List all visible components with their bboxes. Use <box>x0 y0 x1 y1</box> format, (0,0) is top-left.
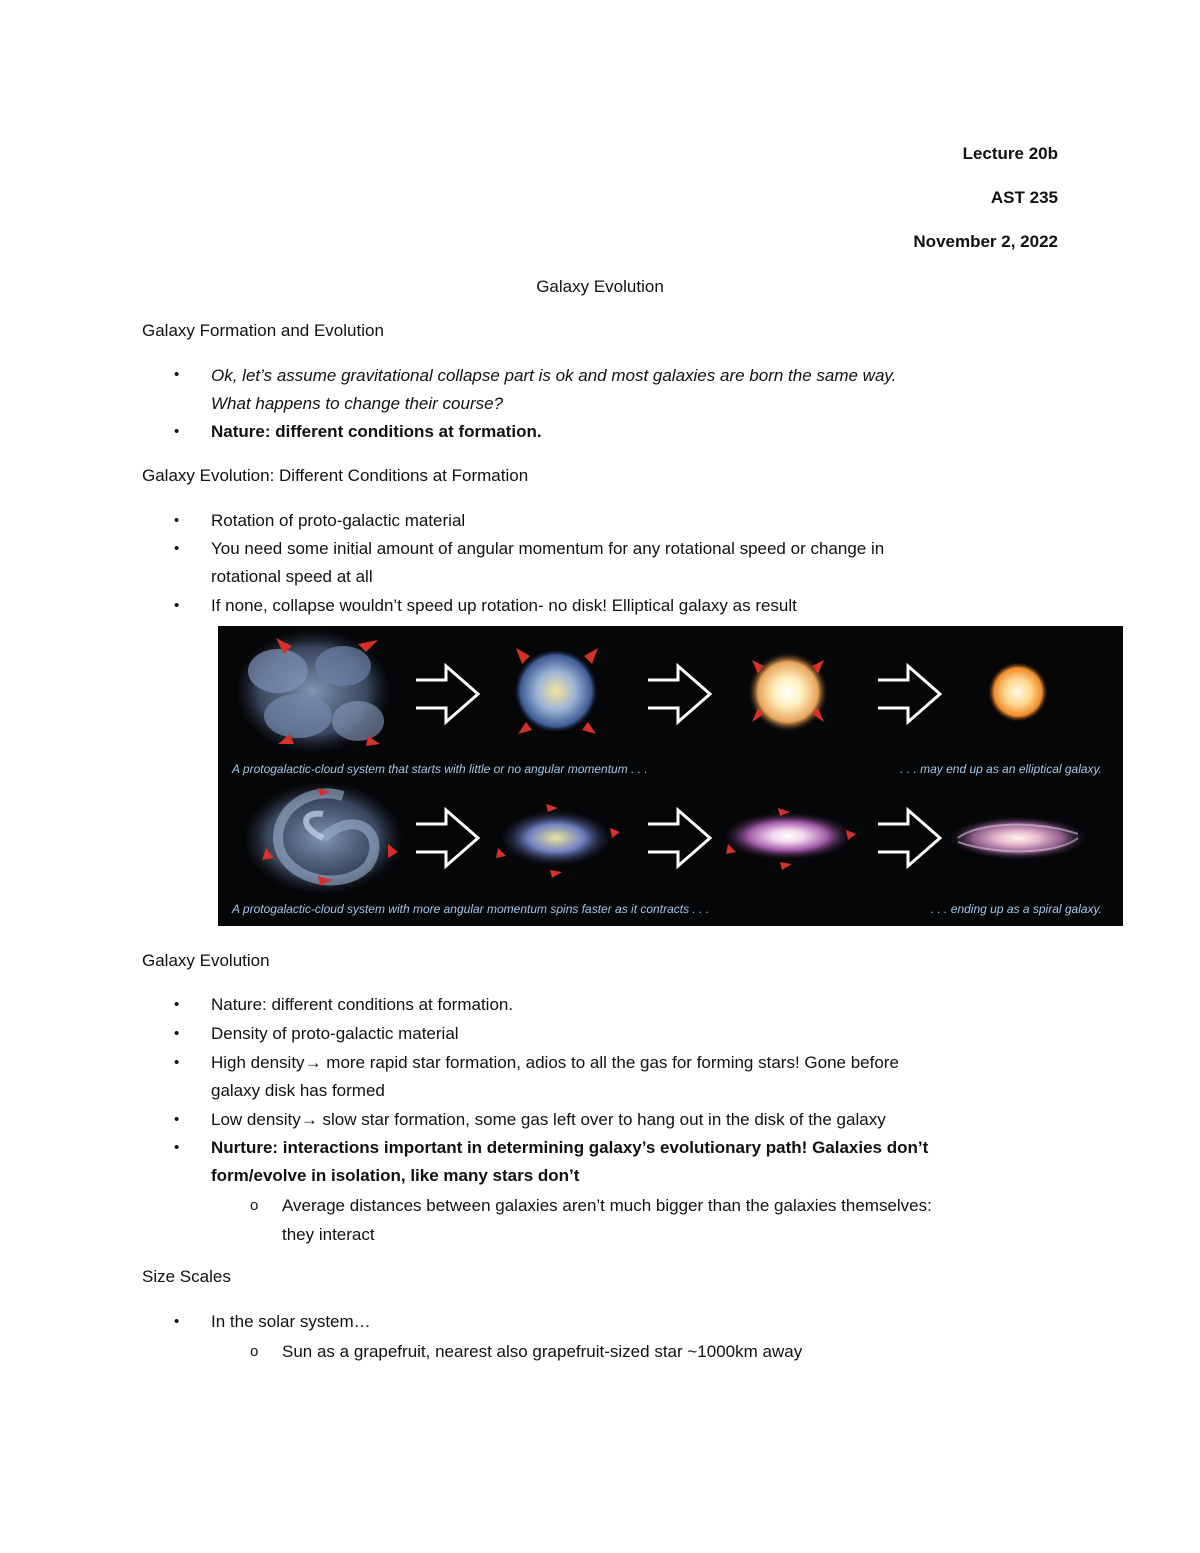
caption-bottom-right: . . . ending up as a spiral galaxy. <box>930 902 1102 916</box>
section-heading-formation: Galaxy Formation and Evolution <box>142 321 384 340</box>
list-item-continued: rotational speed at all <box>211 567 373 586</box>
bullet-marker: • <box>174 1313 180 1330</box>
list-item: Nature: different conditions at formation. <box>211 995 514 1014</box>
page-title: Galaxy Evolution <box>536 277 664 296</box>
section-heading-size-scales: Size Scales <box>142 1267 231 1286</box>
sub-bullet-marker: o <box>250 1197 259 1214</box>
arrow-icon: → <box>304 1053 322 1072</box>
sub-list-item: Average distances between galaxies aren’t much bigger than the galaxies themselves: <box>282 1196 932 1215</box>
right-arrow-icon <box>648 810 710 866</box>
list-item-lead: High density <box>211 1053 305 1072</box>
list-item: Ok, let’s assume gravitational collapse part is ok and most galaxies are born the same way. <box>211 366 897 385</box>
list-item <box>211 1049 1031 1077</box>
list-item: You need some initial amount of angular momentum for any rotational speed or change in <box>211 539 885 558</box>
list-item-rest: more rapid star formation, adios to all the gas for forming stars! Gone before <box>326 1053 899 1072</box>
bullet-marker: • <box>174 1054 180 1071</box>
galaxy-formation-figure <box>218 626 1123 926</box>
bullet-marker: • <box>174 597 180 614</box>
bullet-marker: • <box>174 996 180 1013</box>
right-arrow-icon <box>416 810 478 866</box>
bullet-marker: • <box>174 1139 180 1156</box>
course-code: AST 235 <box>990 188 1058 207</box>
rotating-cloud-icon <box>243 782 403 894</box>
collapsing-cloud-icon <box>514 649 598 733</box>
arrow-icon: → <box>300 1110 318 1129</box>
section-heading-conditions: Galaxy Evolution: Different Conditions at Formation <box>142 466 529 485</box>
list-item: Nurture: interactions important in determining galaxy’s evolutionary path! Galaxies don’t <box>211 1138 929 1157</box>
bullet-marker: • <box>174 1111 180 1128</box>
list-item-continued: form/evolve in isolation, like many stars don’t <box>211 1166 580 1185</box>
list-item-rest: slow star formation, some gas left over to hang out in the disk of the galaxy <box>322 1110 886 1129</box>
right-arrow-icon <box>416 666 478 722</box>
caption-top-left: A protogalactic-cloud system that starts with little or no angular momentum . . . <box>232 762 648 776</box>
spiral-galaxy-icon <box>948 816 1088 860</box>
right-arrow-icon <box>648 666 710 722</box>
list-item-lead: Low density <box>211 1110 301 1129</box>
bullet-marker: • <box>174 1025 180 1042</box>
list-item: Density of proto-galactic material <box>211 1024 459 1043</box>
sub-bullet-marker: o <box>250 1343 259 1360</box>
forming-disk-icon <box>722 812 854 860</box>
list-item: Nature: different conditions at formation. <box>211 422 542 441</box>
sub-list-item-continued: they interact <box>282 1225 375 1244</box>
right-arrow-icon <box>878 666 940 722</box>
list-item-continued: What happens to change their course? <box>211 394 504 413</box>
flattening-cloud-icon <box>500 810 612 866</box>
right-arrow-icon <box>878 810 940 866</box>
lecture-number: Lecture 20b <box>962 144 1058 163</box>
bullet-marker: • <box>174 512 180 529</box>
bullet-marker: • <box>174 540 180 557</box>
caption-bottom-left: A protogalactic-cloud system with more angular momentum spins faster as it contracts . . . <box>232 902 710 916</box>
elliptical-galaxy-icon <box>988 662 1048 722</box>
list-item <box>211 1106 1031 1134</box>
list-item: In the solar system… <box>211 1312 371 1331</box>
list-item: Rotation of proto-galactic material <box>211 511 466 530</box>
list-item: If none, collapse wouldn’t speed up rotation- no disk! Elliptical galaxy as result <box>211 596 797 615</box>
galaxy-formation-illustration <box>218 626 1123 926</box>
list-item-continued: galaxy disk has formed <box>211 1081 385 1100</box>
bullet-marker: • <box>174 366 180 383</box>
lecture-date: November 2, 2022 <box>913 232 1058 251</box>
caption-top-right: . . . may end up as an elliptical galaxy. <box>900 762 1102 776</box>
bullet-marker: • <box>174 423 180 440</box>
section-heading-evolution: Galaxy Evolution <box>142 951 270 970</box>
sub-list-item: Sun as a grapefruit, nearest also grapefruit-sized star ~1000km away <box>282 1342 803 1361</box>
